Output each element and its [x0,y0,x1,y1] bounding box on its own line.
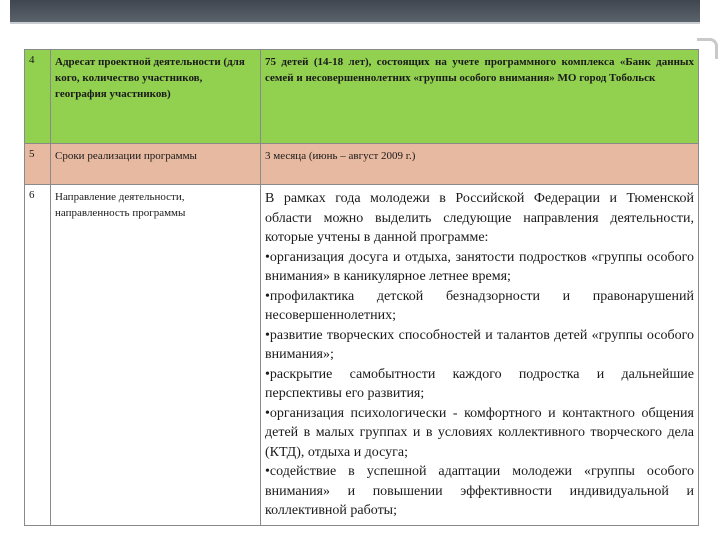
direction-item: •профилактика детской безнадзорности и правонарушений несовершеннолетних; [265,288,694,323]
row-value: 75 детей (14-18 лет), состоящих на учете программного комплекса «Банк данных семей и несовершеннолетних «группы особого внимания» МО город Тобольск [261,50,699,144]
direction-item: •организация досуга и отдыха, занятости подростков «группы особого внимания» в каникулярное летнее время; [265,249,694,284]
direction-item: •организация психологически - комфортного и контактного общения детей в малых группах и в условиях коллективного творческого дела (КТД), отдыха и досуга; [265,405,694,460]
row-number: 5 [25,144,51,185]
direction-item: •раскрытие самобытности каждого подростка и дальнейшие перспективы его развития; [265,366,694,401]
table-row [25,144,699,185]
row-label: Сроки реализации программы [51,144,261,185]
direction-item: •содействие в успешной адаптации молодежи «группы особого внимания» и повышении эффективности индивидуальной и коллективной работы; [265,464,694,518]
row-value [261,185,699,526]
row-value: 3 месяца (июнь – август 2009 г.) [261,144,699,185]
table-row [25,185,699,526]
slide-corner-decoration [697,38,718,59]
slide-header-band [10,0,700,22]
row-label: Адресат проектной деятельности (для кого, количество участников, география участников) [51,50,261,144]
row-label: Направление деятельности, направленность программы [51,185,261,526]
row-number: 4 [25,50,51,144]
table-row [25,50,699,144]
direction-item: •развитие творческих способностей и талантов детей «группы особого внимания»; [265,327,694,362]
slide-header-rule [10,22,700,24]
program-spec-table [24,49,699,526]
slide-top-bar [0,0,720,22]
intro-paragraph: В рамках года молодежи в Российской Федерации и Тюменской области можно выделить следующие направления деятельности, которые учтены в данной программе: [265,191,694,245]
row-number: 6 [25,185,51,526]
